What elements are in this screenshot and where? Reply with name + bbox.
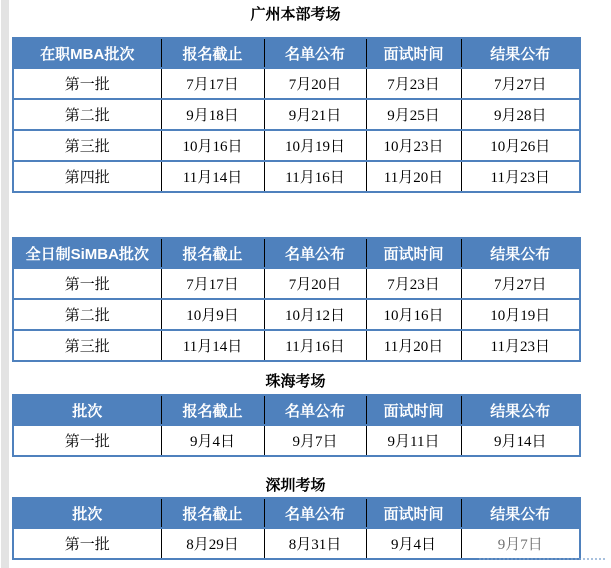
column-header: 面试时间 [366,498,461,528]
date-cell: 9月25日 [366,99,461,130]
date-cell: 10月19日 [264,130,366,161]
schedule-table-zaizhi-mba [12,37,581,193]
date-cell: 9月7日 [461,528,580,559]
section-shenzhen [12,475,581,560]
column-header: 面试时间 [366,395,461,425]
section-title-shenzhen: 深圳考场 [265,477,326,494]
date-cell: 9月21日 [264,99,366,130]
table-row [13,299,580,330]
section-fulltime-simba [12,237,581,362]
batch-cell: 第二批 [13,99,161,130]
batch-cell: 第一批 [13,528,161,559]
date-cell: 11月16日 [264,161,366,192]
header-row [13,395,580,425]
left-gutter [1,0,9,568]
table-row [13,130,580,161]
schedule-table-shenzhen [12,497,581,560]
date-cell: 7月27日 [461,68,580,99]
section-zhuhai [12,371,581,457]
column-header: 结果公布 [461,238,580,268]
column-header: 批次 [13,498,161,528]
batch-cell: 第一批 [13,68,161,99]
date-cell: 7月23日 [366,68,461,99]
date-cell: 7月17日 [161,268,264,299]
date-cell: 7月27日 [461,268,580,299]
table-row [13,425,580,456]
column-header: 批次 [13,395,161,425]
column-header: 报名截止 [161,38,264,68]
date-cell: 9月4日 [366,528,461,559]
section-title-guangzhou: 广州本部考场 [250,6,341,23]
date-cell: 9月18日 [161,99,264,130]
date-cell: 11月23日 [461,161,580,192]
column-header: 结果公布 [461,395,580,425]
column-header: 报名截止 [161,238,264,268]
date-cell: 9月14日 [461,425,580,456]
table-row [13,99,580,130]
section-guangzhou-main [12,4,581,193]
date-cell: 11月14日 [161,330,264,361]
header-row [13,38,580,68]
column-header: 面试时间 [366,238,461,268]
table-row [13,268,580,299]
date-cell: 7月20日 [264,268,366,299]
column-header: 名单公布 [264,498,366,528]
date-cell: 10月16日 [366,299,461,330]
date-cell: 8月29日 [161,528,264,559]
schedule-table-zhuhai [12,394,581,457]
date-cell: 10月23日 [366,130,461,161]
date-cell: 10月26日 [461,130,580,161]
date-cell: 9月11日 [366,425,461,456]
section-title-zhuhai: 珠海考场 [265,373,326,390]
batch-cell: 第二批 [13,299,161,330]
batch-cell: 第一批 [13,425,161,456]
header-row [13,238,580,268]
date-cell: 7月17日 [161,68,264,99]
column-header: 名单公布 [264,238,366,268]
date-cell: 11月23日 [461,330,580,361]
column-header: 结果公布 [461,498,580,528]
column-header: 报名截止 [161,498,264,528]
date-cell: 9月28日 [461,99,580,130]
table-row [13,528,580,559]
column-header: 名单公布 [264,395,366,425]
batch-cell: 第三批 [13,130,161,161]
date-cell: 11月20日 [366,330,461,361]
date-cell: 11月16日 [264,330,366,361]
date-cell: 10月9日 [161,299,264,330]
column-header: 报名截止 [161,395,264,425]
date-cell: 10月16日 [161,130,264,161]
batch-cell: 第四批 [13,161,161,192]
column-header: 在职MBA批次 [13,38,161,68]
column-header: 全日制SiMBA批次 [13,238,161,268]
batch-cell: 第一批 [13,268,161,299]
table-row [13,68,580,99]
watermark-remnant [479,558,605,560]
date-cell: 11月20日 [366,161,461,192]
column-header: 结果公布 [461,38,580,68]
date-cell: 10月19日 [461,299,580,330]
date-cell: 8月31日 [264,528,366,559]
date-cell: 7月23日 [366,268,461,299]
header-row [13,498,580,528]
table-row [13,161,580,192]
schedule-table-simba [12,237,581,362]
column-header: 面试时间 [366,38,461,68]
column-header: 名单公布 [264,38,366,68]
date-cell: 10月12日 [264,299,366,330]
date-cell: 9月4日 [161,425,264,456]
batch-cell: 第三批 [13,330,161,361]
table-row [13,330,580,361]
date-cell: 11月14日 [161,161,264,192]
date-cell: 7月20日 [264,68,366,99]
date-cell: 9月7日 [264,425,366,456]
